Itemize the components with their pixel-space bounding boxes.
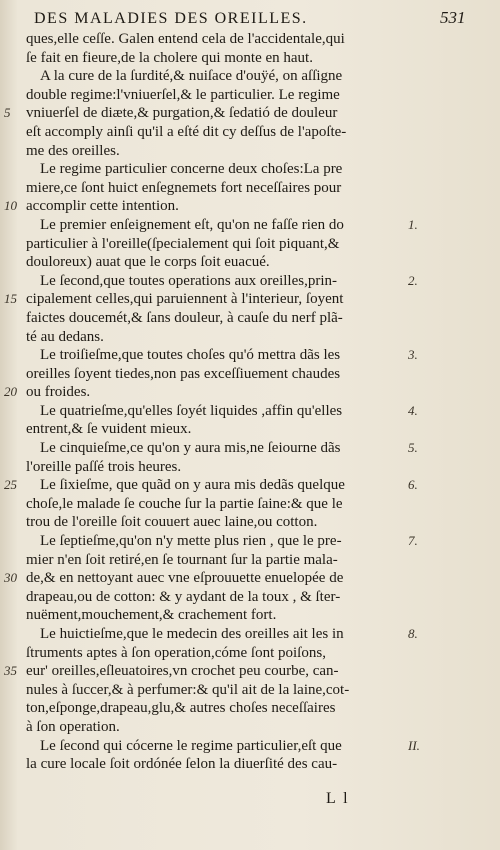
text-line <box>0 402 500 421</box>
line-text: nuëment,mouchement,& crachement fort. <box>26 607 277 624</box>
line-text: Le premier enſeignement eſt, qu'on ne faſſe rien do <box>40 216 344 233</box>
text-line <box>0 346 500 365</box>
line-text: ſtruments aptes à ſon operation,cóme ſont poiſons, <box>26 644 326 661</box>
line-text: mier n'en ſoit retiré,en ſe tournant ſur la partie mala- <box>26 551 338 568</box>
text-line <box>0 30 500 49</box>
text-line <box>0 197 500 216</box>
marginal-number: 7. <box>408 533 418 549</box>
text-line <box>0 718 500 737</box>
text-body <box>0 30 500 774</box>
text-line <box>0 662 500 681</box>
line-text: Le ſecond qui cócerne le regime particulier,eſt que <box>40 737 342 754</box>
line-number: 5 <box>4 105 11 121</box>
marginal-number: 6. <box>408 477 418 493</box>
line-text: nules à ſuccer,& à perfumer:& qu'il ait de la laine,cot- <box>26 681 350 698</box>
page-number: 531 <box>440 8 466 27</box>
text-line <box>0 328 500 347</box>
text-line <box>0 625 500 644</box>
line-text: ton,eſponge,drapeau,glu,& autres choſes neceſſaires <box>26 700 336 717</box>
line-text: oreilles ſoyent tiedes,non pas exceſſiuement chaudes <box>26 365 341 382</box>
line-text: Le ſecond,que toutes operations aux oreilles,prin- <box>40 272 337 289</box>
text-line <box>0 644 500 663</box>
line-text: cipalement celles,qui paruiennent à l'interieur, ſoyent <box>26 291 344 308</box>
line-text: Le ſeptieſme,qu'on n'y mette plus rien , que le pre- <box>40 533 342 550</box>
text-line <box>0 606 500 625</box>
text-line <box>0 513 500 532</box>
line-text: choſe,le malade ſe couche ſur la partie ſaine:& que le <box>26 495 343 512</box>
running-head: DES MALADIES DES OREILLES. <box>34 10 308 27</box>
text-line <box>0 160 500 179</box>
marginal-number: 8. <box>408 626 418 641</box>
text-line <box>0 49 500 68</box>
text-line <box>0 123 500 142</box>
line-text: entrent,& ſe vuident mieux. <box>26 421 192 438</box>
marginal-number: 4. <box>408 402 418 418</box>
line-text: vniuerſel de diæte,& purgation,& ſedatió de douleur <box>26 105 338 122</box>
text-line <box>0 309 500 328</box>
text-line <box>0 439 500 458</box>
line-text: double regime:l'vniuerſel,& le particulier. Le regime <box>26 86 340 103</box>
line-text: Le huictieſme,que le medecin des oreilles ait les in <box>40 626 344 642</box>
line-text: Le troiſieſme,que toutes choſes qu'ó mettra dãs les <box>40 347 341 364</box>
text-line <box>0 272 500 291</box>
text-line <box>0 532 500 551</box>
marginal-number: 3. <box>408 347 418 363</box>
text-line <box>0 737 500 756</box>
line-text: trou de l'oreille ſoit couuert auec laine,ou cotton. <box>26 514 318 531</box>
text-line <box>0 699 500 718</box>
line-number: 20 <box>4 384 17 400</box>
text-line <box>0 104 500 123</box>
line-text: eur' oreilles,eſleuatoires,vn crochet peu courbe, can- <box>26 663 339 680</box>
line-text: drapeau,ou de cotton: & y aydant de la toux , & ſter- <box>26 588 341 605</box>
line-text: la cure locale ſoit ordónée ſelon la diuerſité des cau- <box>26 756 338 773</box>
text-line <box>0 476 500 495</box>
line-text: accomplir cette intention. <box>26 198 179 215</box>
text-line <box>0 235 500 254</box>
line-number: 30 <box>4 570 17 586</box>
line-text: ques,elle ceſſe. Galen entend cela de l'accidentale,qui <box>26 31 345 47</box>
text-line <box>0 67 500 86</box>
line-text: miere,ce ſont huict enſegnemets fort neceſſaires pour <box>26 179 342 196</box>
line-text: eſt accomply ainſi qu'il a eſté dit cy deſſus de l'apoſte- <box>26 123 347 140</box>
text-line <box>0 681 500 700</box>
text-line <box>0 458 500 477</box>
line-number: 25 <box>4 477 17 493</box>
marginal-number: 1. <box>408 216 418 232</box>
text-line <box>0 216 500 235</box>
marginal-number: II. <box>408 737 420 753</box>
text-line <box>0 290 500 309</box>
marginal-number: 5. <box>408 440 418 456</box>
text-line <box>0 253 500 272</box>
line-text: Le ſixieſme, que quãd on y aura mis dedãs quelque <box>40 477 345 494</box>
line-text: A la cure de la ſurdité,& nuiſace d'ouÿé, on aſſigne <box>40 68 343 85</box>
text-line <box>0 383 500 402</box>
line-number: 15 <box>4 291 17 307</box>
line-number: 10 <box>4 198 17 214</box>
marginal-number: 2. <box>408 272 418 288</box>
line-text: Le regime particulier concerne deux choſes:La pre <box>40 161 343 178</box>
text-line <box>0 551 500 570</box>
text-line <box>0 86 500 105</box>
text-line <box>0 495 500 514</box>
line-text: Le cinquieſme,ce qu'on y aura mis,ne ſeiourne dãs <box>40 440 341 457</box>
signature-mark: L l <box>326 790 350 807</box>
line-text: à ſon operation. <box>26 718 120 735</box>
line-text: ou froides. <box>26 384 91 401</box>
text-line <box>0 755 500 774</box>
text-line <box>0 142 500 161</box>
line-text: de,& en nettoyant auec vne eſprouuette enuelopée de <box>26 570 344 587</box>
line-text: faictes doucemét,& ſans douleur, à cauſe du nerf plã- <box>26 309 343 326</box>
line-text: l'oreille paſſé trois heures. <box>26 458 182 475</box>
line-number: 35 <box>4 663 17 679</box>
line-text: ſe fait en fieure,de la cholere qui monte en haut. <box>26 49 313 66</box>
text-line <box>0 179 500 198</box>
text-line <box>0 420 500 439</box>
line-text: me des oreilles. <box>26 142 120 159</box>
line-text: té au dedans. <box>26 328 104 345</box>
text-line <box>0 588 500 607</box>
line-text: Le quatrieſme,qu'elles ſoyét liquides ,affin qu'elles <box>40 402 343 419</box>
line-text: douloreux) auat que le corps ſoit euacué. <box>26 254 270 271</box>
text-line <box>0 365 500 384</box>
text-line <box>0 569 500 588</box>
line-text: particulier à l'oreille(ſpecialement qui ſoit piquant,& <box>26 235 340 252</box>
